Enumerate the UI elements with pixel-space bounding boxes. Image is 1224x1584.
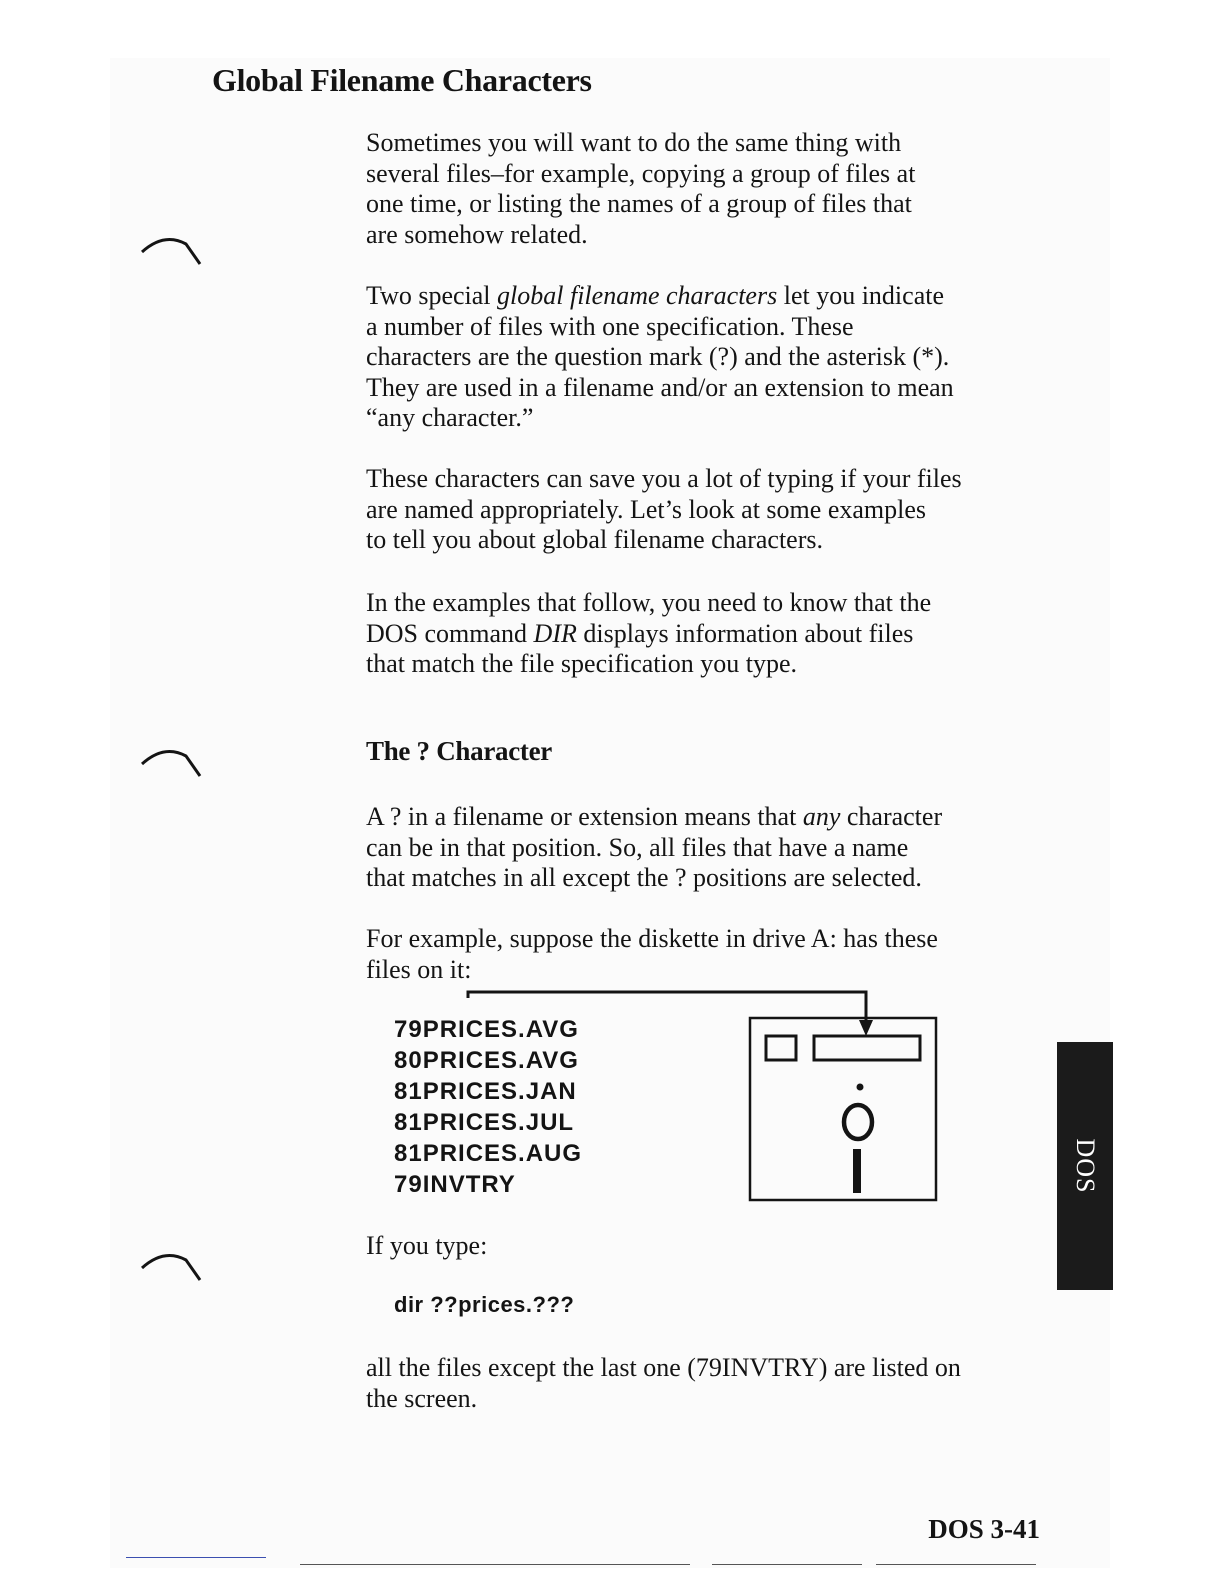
command-italic: DIR	[533, 618, 577, 648]
text-line: characters are the question mark (?) and the asterisk (*).	[366, 342, 950, 372]
emphasis-italic: any	[802, 802, 841, 831]
example-paragraph	[366, 924, 1066, 985]
text-line: are named appropriately. Let’s look at some examples	[366, 494, 927, 524]
text-line: a number of files with one specification. These	[366, 311, 854, 341]
text-line: They are used in a filename and/or an extension to mean	[366, 372, 954, 402]
diskette-slot	[814, 1036, 920, 1060]
page-title: Global Filename Characters	[212, 62, 592, 98]
text-line: These characters can save you a lot of typing if your files	[366, 464, 962, 493]
text-line: one time, or listing the names of a group of files that	[366, 189, 912, 219]
page-number: DOS 3-41	[928, 1514, 1040, 1544]
section-tab-label: DOS	[1071, 1138, 1100, 1194]
text-run: let you indicate	[777, 281, 944, 310]
text-run: DOS command	[366, 618, 534, 648]
if-you-type-text	[366, 1231, 1066, 1262]
text-line: Sometimes you will want to do the same thing with	[366, 128, 902, 157]
diskette-label-window	[766, 1036, 796, 1060]
text-line	[366, 619, 1066, 650]
text-line: In the examples that follow, you need to know that the	[366, 588, 932, 617]
text-line: the screen.	[366, 1383, 478, 1413]
diskette-icon	[460, 988, 960, 1208]
text-run: Two special	[366, 281, 498, 310]
index-dot	[857, 1084, 864, 1091]
question-mark-paragraph	[366, 802, 1066, 894]
text-line: files on it:	[366, 954, 472, 984]
bottom-rule	[712, 1564, 862, 1565]
text-line	[366, 802, 1066, 833]
bottom-rule	[126, 1557, 266, 1558]
intro-paragraph	[366, 128, 1066, 250]
bottom-rule	[876, 1564, 1036, 1565]
term-italic: global filename characters	[497, 281, 778, 310]
text-line: all the files except the last one (79INVTRY) are listed on	[366, 1353, 961, 1382]
diskette-hub	[844, 1105, 872, 1139]
result-paragraph	[366, 1353, 1066, 1414]
text-line: several files–for example, copying a group of files at	[366, 158, 916, 188]
file-name: 81PRICES.JUL	[394, 1109, 575, 1136]
pointer-line	[468, 992, 866, 1028]
text-line: If you type:	[366, 1231, 488, 1260]
pointer-arrowhead	[859, 1020, 873, 1036]
margin-mark-icon	[138, 228, 204, 268]
file-name: 81PRICES.AUG	[394, 1140, 583, 1167]
text-line: to tell you about global filename characters.	[366, 525, 823, 555]
text-line: “any character.”	[366, 403, 534, 433]
text-line: For example, suppose the diskette in drive A: has these	[366, 924, 938, 953]
dir-paragraph	[366, 588, 1066, 680]
text-line: can be in that position. So, all files that have a name	[366, 832, 909, 862]
margin-mark-icon	[138, 740, 204, 780]
typing-paragraph	[366, 464, 1066, 556]
file-name: 80PRICES.AVG	[394, 1047, 579, 1074]
file-name: 81PRICES.JAN	[394, 1078, 577, 1105]
text-line: are somehow related.	[366, 219, 588, 249]
text-line: that matches in all except the ? positions are selected.	[366, 863, 922, 893]
diskette-read-window	[853, 1149, 861, 1193]
margin-mark-icon	[138, 1244, 204, 1284]
text-line	[366, 281, 1066, 312]
global-characters-paragraph	[366, 281, 1066, 434]
file-name: 79PRICES.AVG	[394, 1016, 579, 1043]
file-name: 79INVTRY	[394, 1171, 516, 1198]
diskette-outline	[750, 1018, 936, 1200]
bottom-rule	[300, 1564, 690, 1565]
section-tab	[1057, 1042, 1113, 1290]
text-run: A ? in a filename or extension means that	[366, 802, 803, 831]
section-heading: The ? Character	[366, 736, 552, 766]
text-run: displays information about files	[576, 618, 914, 648]
command-example: dir ??prices.???	[394, 1292, 575, 1317]
text-line: that match the file specification you type.	[366, 649, 798, 679]
text-run: character	[840, 802, 943, 831]
